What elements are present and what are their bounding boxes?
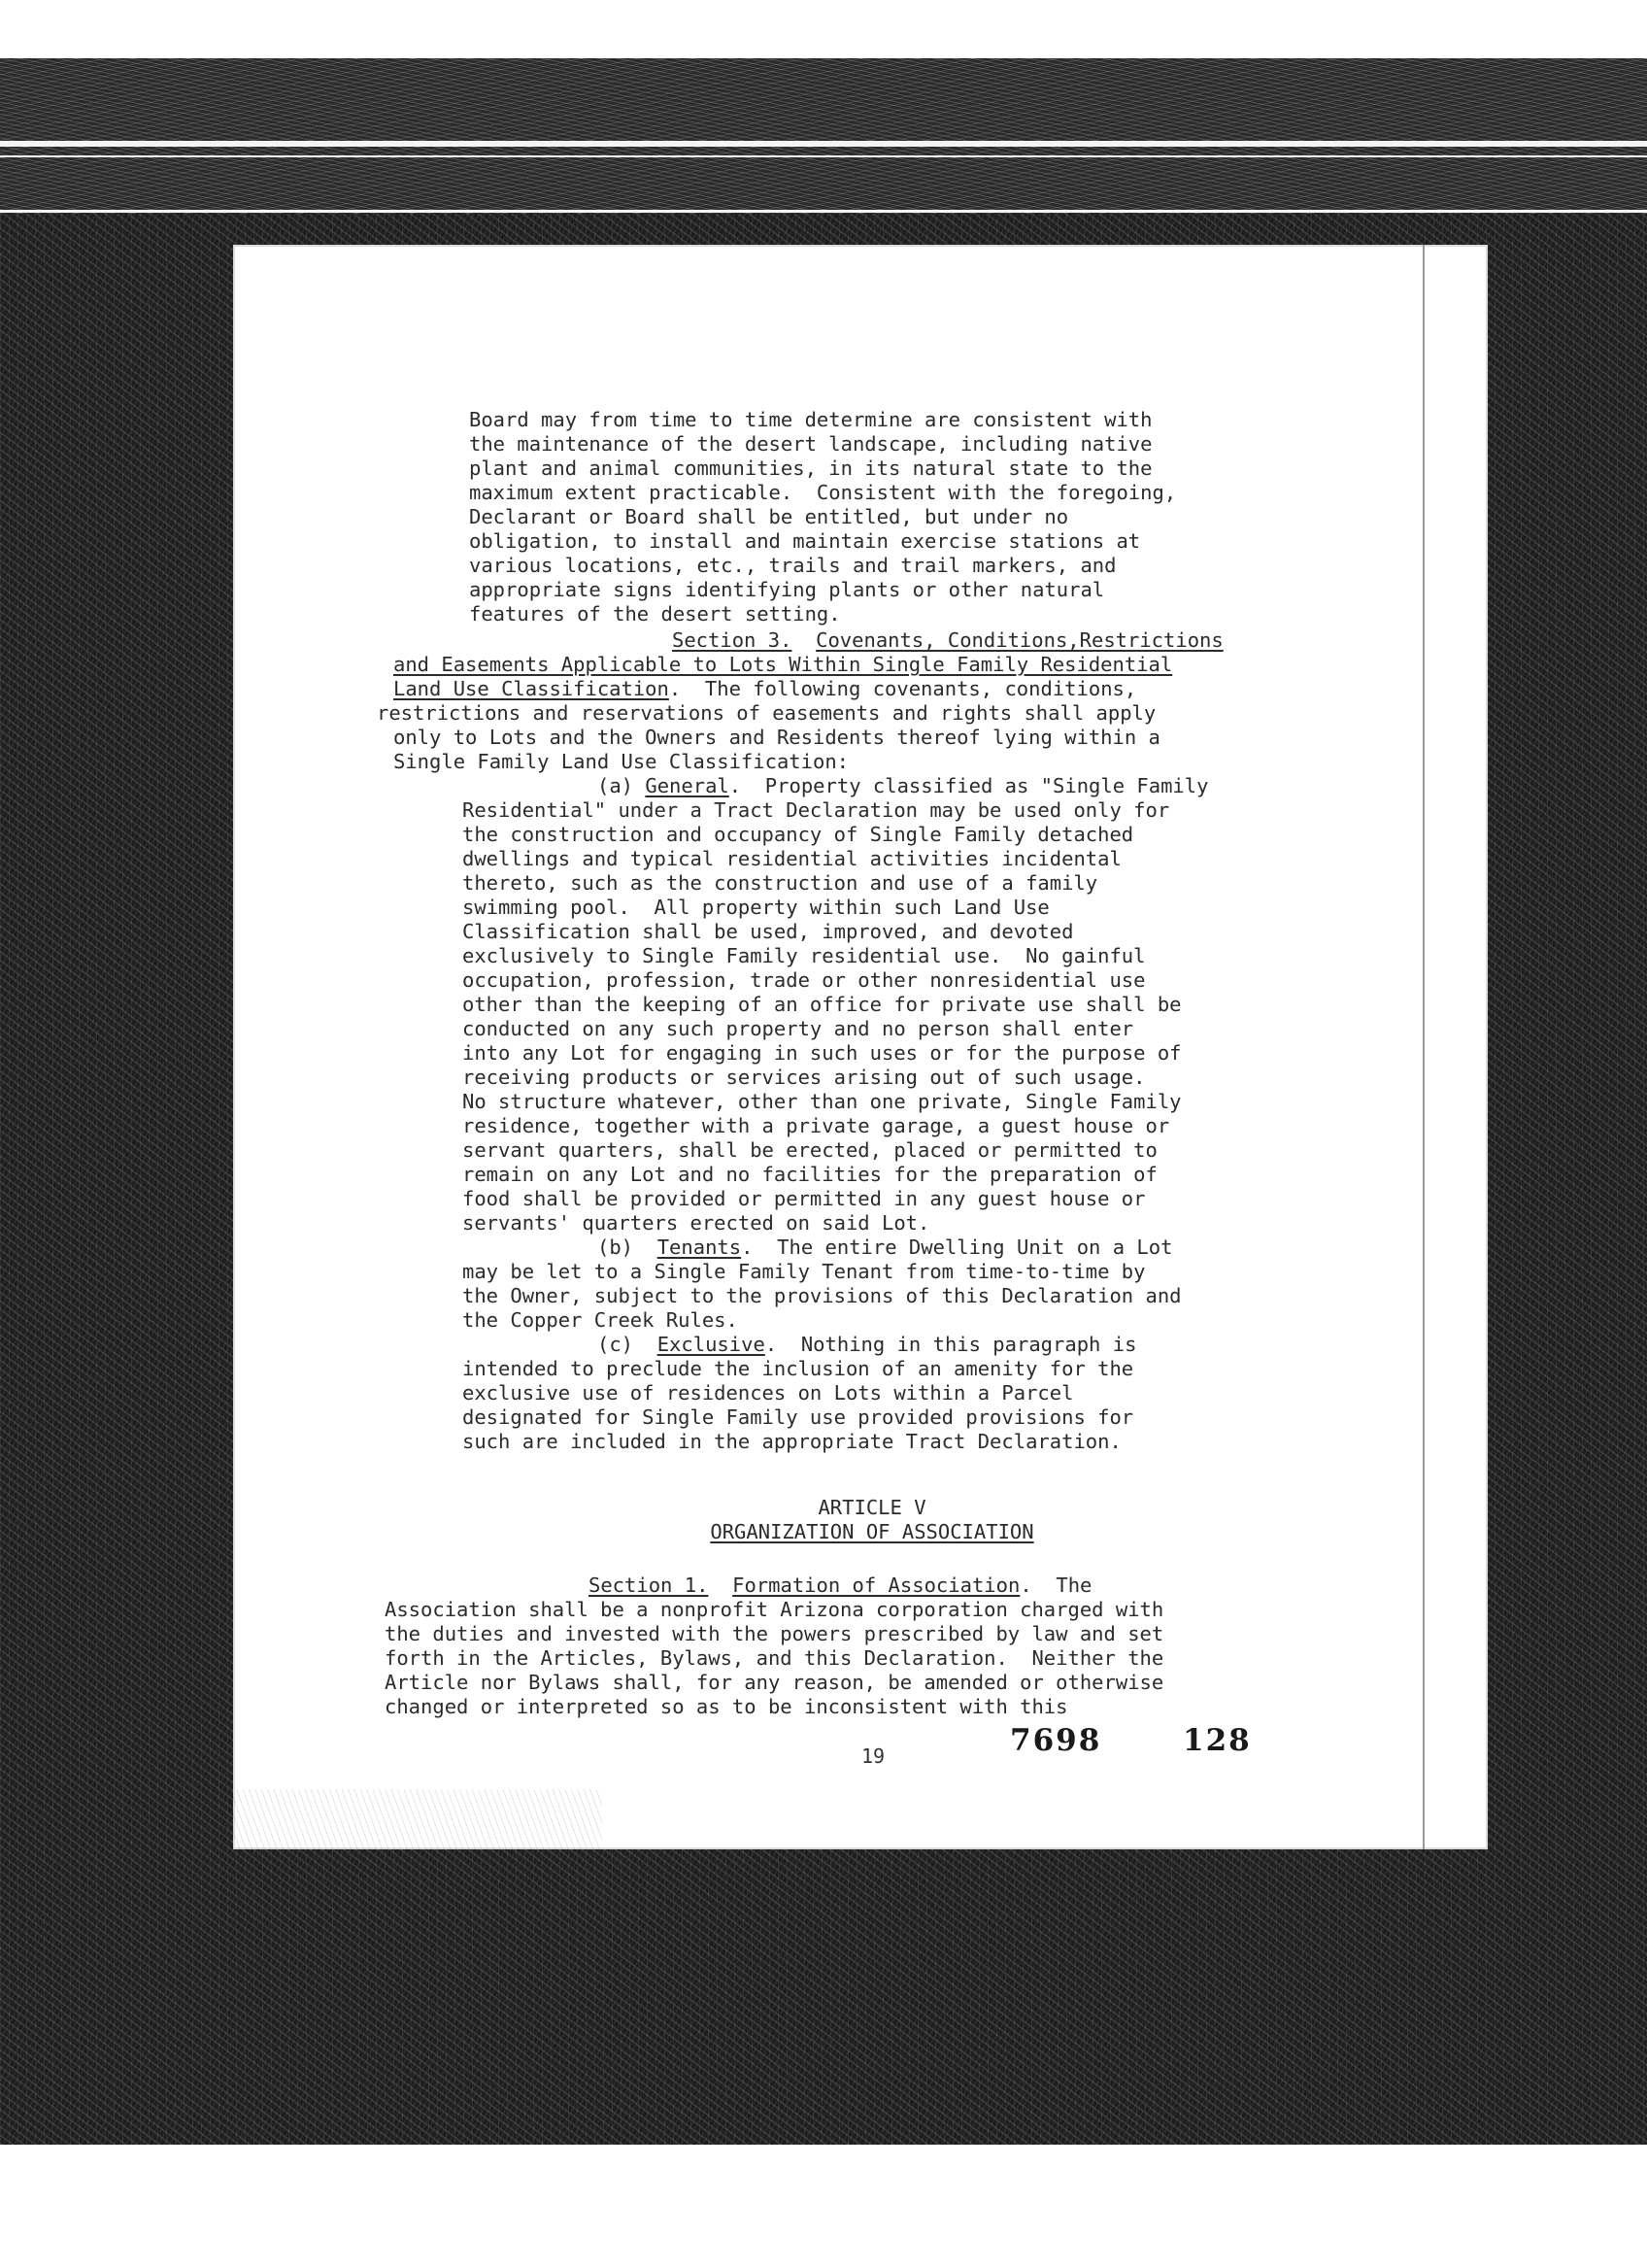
text-line: servants' quarters erected on said Lot. — [462, 1211, 930, 1235]
text-line: intended to preclude the inclusion of an amenity for the — [462, 1357, 1134, 1380]
text-line: servant quarters, shall be erected, placed or permitted to — [462, 1138, 1158, 1162]
text-line: maximum extent practicable. Consistent with the foregoing, — [469, 481, 1177, 504]
scan-rule-line — [0, 141, 1647, 147]
text-line: various locations, etc., trails and trail markers, and — [469, 554, 1117, 577]
text-line: the Copper Creek Rules. — [462, 1308, 738, 1332]
text-line: thereto, such as the construction and use of a family — [462, 871, 1098, 895]
subsection-b-heading: (b) Tenants. The entire Dwelling Unit on a Lot — [597, 1236, 1173, 1259]
text-line: Board may from time to time determine are consistent with — [469, 408, 1153, 431]
text-line: remain on any Lot and no facilities for the preparation of — [462, 1163, 1158, 1186]
subsection-title: Tenants — [656, 1236, 742, 1259]
text-line: the duties and invested with the powers prescribed by law and set — [385, 1622, 1164, 1645]
text-line: forth in the Articles, Bylaws, and this Declaration. Neither the — [385, 1646, 1164, 1670]
text-line: occupation, profession, trade or other nonresidential use — [462, 968, 1146, 992]
article-title: ORGANIZATION OF ASSOCIATION — [710, 1520, 1034, 1543]
page-reference: 128 — [1183, 1723, 1252, 1758]
section-3 — [233, 628, 1488, 1713]
text-line: features of the desert setting. — [469, 602, 841, 626]
document-body — [233, 245, 1488, 2268]
text-line: appropriate signs identifying plants or other natural — [469, 578, 1105, 601]
text-line: Single Family Land Use Classification: — [393, 750, 849, 773]
scan-rule-line — [0, 155, 1647, 157]
paragraph-continuation — [233, 341, 1488, 626]
text-line: plant and animal communities, in its natural state to the — [469, 457, 1153, 480]
subsection-title: General — [645, 774, 729, 797]
text-line: swimming pool. All property within such Land Use — [462, 896, 1050, 919]
text-line: residence, together with a private garage, a guest house or — [462, 1114, 1170, 1137]
text-line: receiving products or services arising out of such usage. — [462, 1066, 1146, 1089]
text-line: the Owner, subject to the provisions of this Declaration and — [462, 1284, 1182, 1307]
text-line: the maintenance of the desert landscape, including native — [469, 432, 1153, 456]
text-line: into any Lot for engaging in such uses or for the purpose of — [462, 1041, 1182, 1065]
text-line: conducted on any such property and no person shall enter — [462, 1017, 1134, 1040]
docket-number: 7698 — [1010, 1723, 1102, 1758]
article-number: ARTICLE V — [818, 1496, 926, 1519]
scan-rule-line — [0, 210, 1647, 213]
text-line: Classification shall be used, improved, and devoted — [462, 920, 1074, 943]
text-line: only to Lots and the Owners and Residents thereof lying within a — [393, 726, 1160, 749]
text-line: other than the keeping of an office for private use shall be — [462, 993, 1182, 1016]
text-line: dwellings and typical residential activities incidental — [462, 847, 1122, 870]
text-line: Residential" under a Tract Declaration may be used only for — [462, 798, 1170, 822]
text-line: Declarant or Board shall be entitled, but under no — [469, 505, 1069, 528]
section-heading-line — [672, 628, 1224, 653]
text-line: Association shall be a nonprofit Arizona corporation charged with — [385, 1598, 1164, 1621]
text-line: such are included in the appropriate Tract Declaration. — [462, 1430, 1122, 1453]
text-line: may be let to a Single Family Tenant from time-to-time by — [462, 1260, 1146, 1283]
section-title-line: Land Use Classification. The following covenants, conditions, — [393, 677, 1137, 700]
subsection-a-heading: (a) General. Property classified as "Single Family — [597, 774, 1209, 797]
text-line: exclusive use of residences on Lots within a Parcel — [462, 1381, 1074, 1405]
text-line: obligation, to install and maintain exercise stations at — [469, 529, 1141, 553]
text-line: Article nor Bylaws shall, for any reason, be amended or otherwise — [385, 1671, 1164, 1694]
text-line: exclusively to Single Family residential use. No gainful — [462, 944, 1146, 967]
subsection-title: Exclusive — [656, 1333, 765, 1356]
section-title: Covenants, Conditions,Restrictions — [816, 628, 1224, 652]
text-line: changed or interpreted so as to be inconsistent with this — [385, 1695, 1068, 1718]
text-line: food shall be provided or permitted in any guest house or — [462, 1187, 1146, 1210]
scan-top-band — [0, 58, 1647, 214]
section-heading-line: Section 1. Formation of Association. The — [588, 1574, 1092, 1597]
section-number: Section 3. — [672, 628, 792, 652]
page-number: 19 — [861, 1744, 886, 1768]
text-line: the construction and occupancy of Single Family detached — [462, 823, 1134, 846]
section-title-line: and Easements Applicable to Lots Within Single Family Residential — [393, 653, 1173, 676]
section-title: Formation of Association — [732, 1574, 1021, 1597]
document-page — [233, 245, 1488, 1849]
subsection-c-heading: (c) Exclusive. Nothing in this paragraph is — [597, 1333, 1137, 1356]
text-line: No structure whatever, other than one private, Single Family — [462, 1090, 1182, 1113]
text-line: restrictions and reservations of easements and rights shall apply — [377, 701, 1157, 725]
text-line: designated for Single Family use provided provisions for — [462, 1405, 1134, 1429]
section-number: Section 1. — [588, 1574, 709, 1597]
